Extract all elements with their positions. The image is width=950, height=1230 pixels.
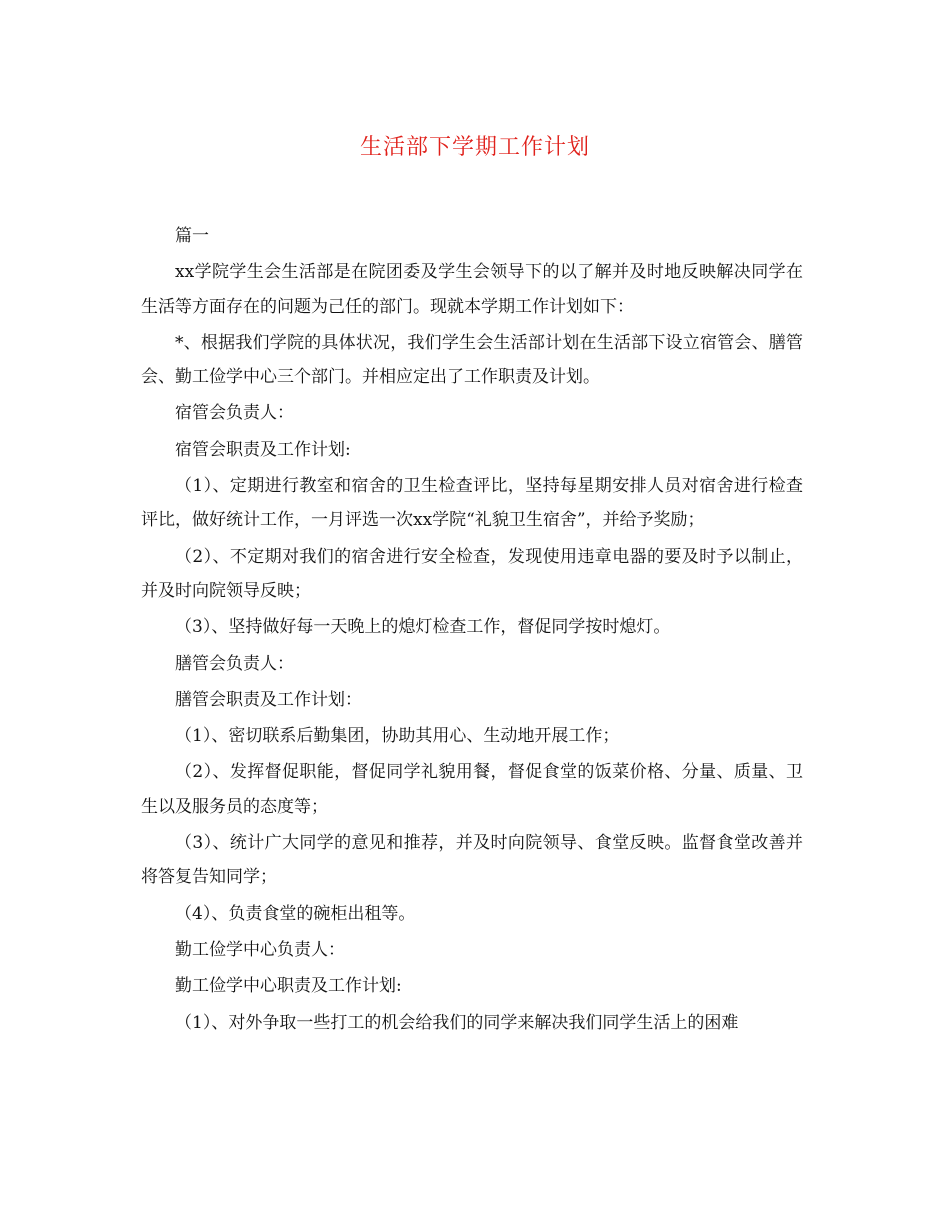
paragraph-work-study-duties: 勤工俭学中心职责及工作计划:: [175, 976, 402, 997]
paragraph-section-heading: 篇一: [175, 226, 209, 246]
paragraph-dining-item-2: （2）、发挥督促职能，督促同学礼貌用餐，督促食堂的饭菜价格、分量、质量、卫生以及服务员的态度等；: [141, 762, 803, 817]
paragraph-intro: xx学院学生会生活部是在院团委及学生会领导下的以了解并及时地反映解决同学在生活等方面存在的问题为己任的部门。现就本学期工作计划如下：: [141, 262, 803, 317]
paragraph-dorm-item-2: （2）、不定期对我们的宿舍进行安全检查，发现使用违章电器的要及时予以制止，并及时向院领导反映；: [141, 546, 803, 601]
document-title: 生活部下学期工作计划: [359, 135, 590, 160]
paragraph-department-setup: *、根据我们学院的具体状况，我们学生会生活部计划在生活部下设立宿管会、膳管会、勤工俭学中心三个部门。并相应定出了工作职责及计划。: [141, 332, 803, 388]
paragraph-dorm-committee-duties: 宿管会职责及工作计划:: [175, 439, 351, 460]
paragraph-dining-committee-head: 膳管会负责人：: [175, 653, 294, 674]
paragraph-work-study-item-1: （1）、对外争取一些打工的机会给我们的同学来解决我们同学生活上的困难: [175, 1012, 739, 1033]
paragraph-work-study-head: 勤工俭学中心负责人：: [175, 939, 345, 960]
paragraph-dorm-item-3: （3）、坚持做好每一天晚上的熄灯检查工作，督促同学按时熄灯。: [175, 617, 671, 638]
document-body: [141, 219, 803, 1042]
paragraph-dining-committee-duties: 膳管会职责及工作计划：: [175, 689, 362, 710]
paragraph-dining-item-4: （4）、负责食堂的碗柜出租等。: [175, 903, 416, 924]
paragraph-dining-item-1: （1）、密切联系后勤集团，协助其用心、生动地开展工作；: [175, 726, 620, 747]
paragraph-dorm-item-1: （1）、定期进行教室和宿舍的卫生检查评比，坚持每星期安排人员对宿舍进行检查评比，做好统计工作，一月评选一次xx学院“礼貌卫生宿舍”，并给予奖励；: [141, 476, 803, 531]
paragraph-dorm-committee-head: 宿管会负责人：: [175, 403, 294, 424]
paragraph-dining-item-3: （3）、统计广大同学的意见和推荐，并及时向院领导、食堂反映。监督食堂改善并将答复告知同学；: [141, 833, 803, 888]
